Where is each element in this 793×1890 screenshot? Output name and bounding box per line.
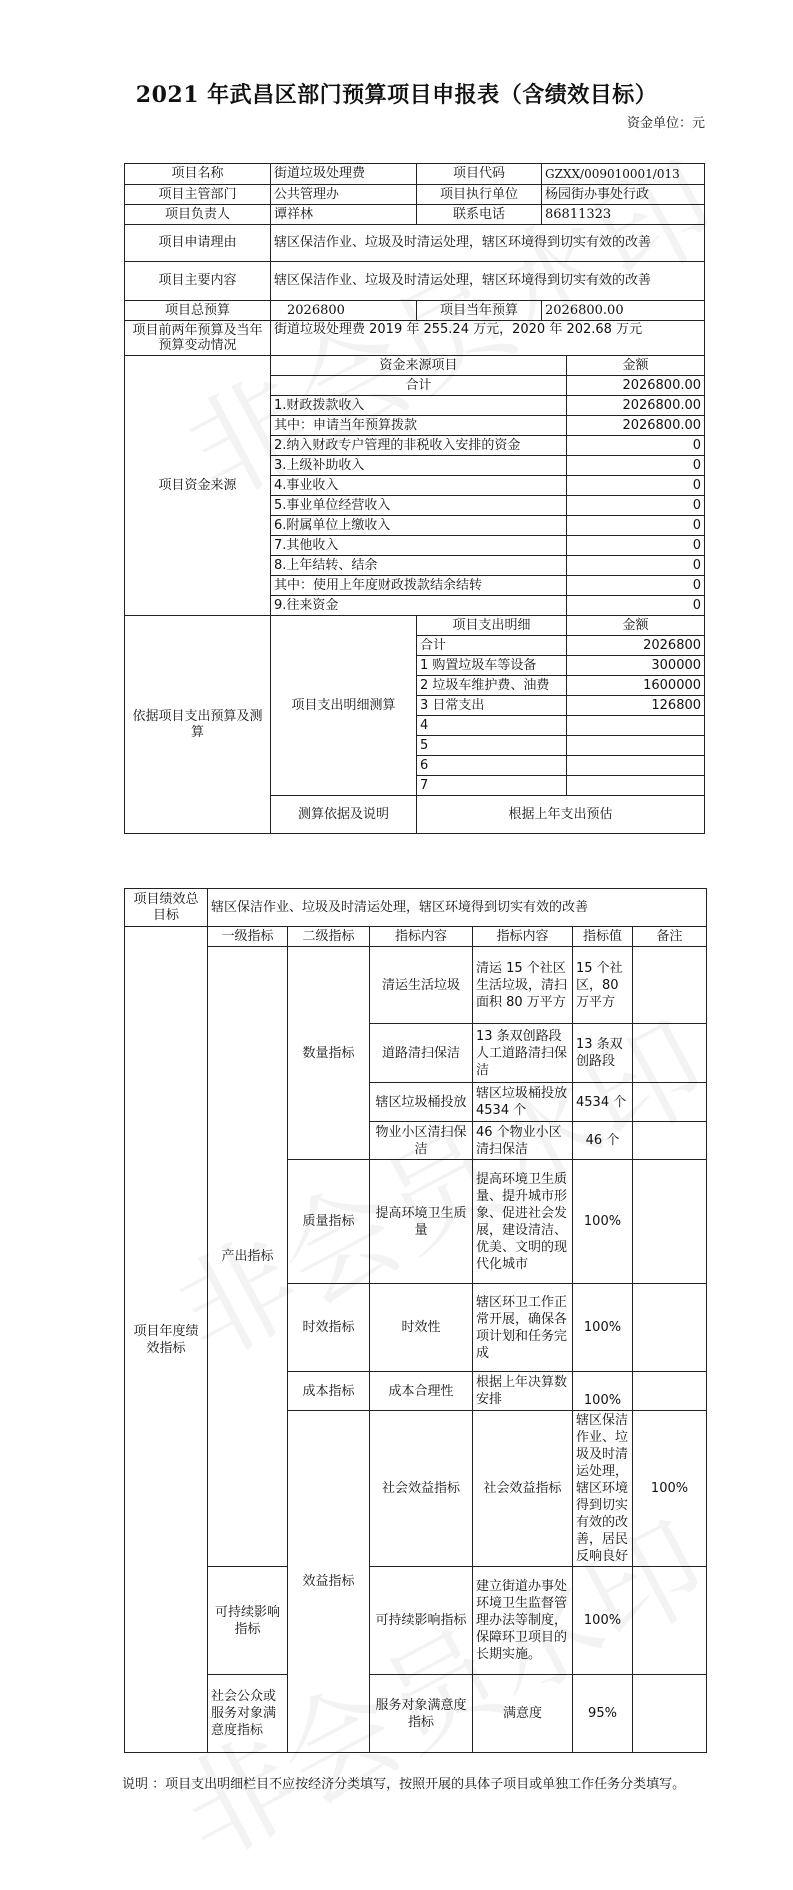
expense-row-label: 2 垃圾车维护费、油费 (417, 676, 567, 696)
footnote: 说明 ：项目支出明细栏目不应按经济分类填写，按照开展的具体子项目或单独工作任务分类填写。 (122, 1777, 686, 1792)
indicator-desc: 13 条双创路段人工道路清扫保洁 (473, 1024, 573, 1083)
cost-indicators-label: 成本指标 (288, 1372, 370, 1411)
project-code: GZXX/009010001/013 (542, 164, 705, 185)
indicator-value: 100% (573, 1567, 633, 1675)
page-title: 2021 年武昌区部门预算项目申报表（含绩效目标） (135, 82, 658, 108)
indicator-remark (633, 1675, 707, 1753)
indicator-remark (633, 1083, 707, 1122)
funding-row-amount: 2026800.00 (567, 396, 705, 416)
expense-sub-label: 项目支出明细测算 (271, 616, 417, 796)
indicator-desc: 根据上年决算数安排 (473, 1372, 573, 1411)
expense-section-label: 依据项目支出预算及测算 (125, 616, 271, 834)
funding-row-amount: 0 (567, 516, 705, 536)
funding-section-label: 项目资金来源 (125, 356, 271, 616)
project-info-table (124, 163, 705, 834)
expense-row-amount: 2026800 (567, 636, 705, 656)
expense-row-amount: 1600000 (567, 676, 705, 696)
funding-col-item: 资金来源项目 (271, 356, 567, 376)
funding-row-amount: 2026800.00 (567, 416, 705, 436)
funding-row-amount: 0 (567, 556, 705, 576)
output-indicators-label: 产出指标 (208, 947, 288, 1567)
expense-row-label: 合计 (417, 636, 567, 656)
exec-unit-label: 项目执行单位 (417, 185, 542, 205)
indicator-remark (633, 1024, 707, 1083)
indicator-remark (633, 1160, 707, 1284)
satisfaction-label: 社会公众或服务对象满意度指标 (208, 1675, 288, 1753)
expense-row-label: 3 日常支出 (417, 696, 567, 716)
expense-row-label: 4 (417, 716, 567, 736)
header-value: 指标值 (573, 927, 633, 947)
year-budget-value: 2026800.00 (542, 301, 705, 321)
indicator-desc: 建立街道办事处环境卫生监督管理办法等制度，保障环卫项目的长期实施。 (473, 1567, 573, 1675)
project-code-label: 项目代码 (417, 164, 542, 185)
indicator-value: 100% (633, 1411, 707, 1567)
social-benefit-label: 社会效益指标 (370, 1411, 473, 1567)
budget-label: 项目总预算 (125, 301, 271, 321)
funding-row-label: 8.上年结转、结余 (271, 556, 567, 576)
indicator-remark (633, 947, 707, 1024)
header-content-a: 指标内容 (370, 927, 473, 947)
indicator-value: 100% (573, 1372, 633, 1411)
header-level1: 一级指标 (208, 927, 288, 947)
indicator-name: 物业小区清扫保洁 (370, 1122, 473, 1160)
funding-row-label: 5.事业单位经营收入 (271, 496, 567, 516)
phone-value: 86811323 (542, 205, 705, 225)
indicator-remark (633, 1567, 707, 1675)
timeliness-indicators-label: 时效指标 (288, 1284, 370, 1372)
goal-value: 辖区保洁作业、垃圾及时清运处理，辖区环境得到切实有效的改善 (208, 889, 707, 927)
indicator-desc: 清运 15 个社区生活垃圾，清扫面积 80 万平方 (473, 947, 573, 1024)
history-value: 街道垃圾处理费 2019 年 255.24 万元，2020 年 202.68 万元 (271, 321, 705, 356)
indicator-desc: 满意度 (473, 1675, 573, 1753)
performance-table (124, 888, 707, 1753)
indicator-desc: 辖区垃圾桶投放 4534 个 (473, 1083, 573, 1122)
indicator-remark (633, 1372, 707, 1411)
funding-row-amount: 0 (567, 596, 705, 616)
content-value: 辖区保洁作业、垃圾及时清运处理，辖区环境得到切实有效的改善 (271, 262, 705, 301)
indicator-desc: 提高环境卫生质量、提升城市形象、促进社会发展，建设清洁、优美、文明的现代化城市 (473, 1160, 573, 1284)
expense-row-label: 1 购置垃圾车等设备 (417, 656, 567, 676)
indicator-name: 服务对象满意度指标 (370, 1675, 473, 1753)
phone-label: 联系电话 (417, 205, 542, 225)
indicator-name: 社会效益指标 (473, 1411, 573, 1567)
annual-indicators-label: 项目年度绩效指标 (125, 927, 208, 1753)
funding-row-label: 1.财政拨款收入 (271, 396, 567, 416)
funding-row-amount: 0 (567, 476, 705, 496)
dept-value: 公共管理办 (271, 185, 417, 205)
indicator-value: 95% (573, 1675, 633, 1753)
funding-row-amount: 0 (567, 436, 705, 456)
indicator-remark (633, 1122, 707, 1160)
exec-unit-value: 杨园街办事处行政 (542, 185, 705, 205)
indicator-value: 100% (573, 1160, 633, 1284)
funding-row-label: 4.事业收入 (271, 476, 567, 496)
indicator-value: 100% (573, 1284, 633, 1372)
indicator-desc: 辖区保洁作业、垃圾及时清运处理，辖区环境得到切实有效的改善，居民反响良好 (573, 1411, 633, 1567)
basis-label: 测算依据及说明 (271, 796, 417, 834)
indicator-remark (633, 1284, 707, 1372)
funding-row-label: 3.上级补助收入 (271, 456, 567, 476)
funding-row-label: 合计 (271, 376, 567, 396)
funding-row-label: 其中：申请当年预算拨款 (271, 416, 567, 436)
owner-label: 项目负责人 (125, 205, 271, 225)
expense-row-amount (567, 736, 705, 756)
goal-label: 项目绩效总目标 (125, 889, 208, 927)
dept-label: 项目主管部门 (125, 185, 271, 205)
funding-col-amount: 金额 (567, 356, 705, 376)
quality-indicators-label: 质量指标 (288, 1160, 370, 1284)
reason-label: 项目申请理由 (125, 225, 271, 262)
funding-row-label: 其中：使用上年度财政拨款结余结转 (271, 576, 567, 596)
budget-value: 2026800 (271, 301, 417, 321)
sustain-label: 可持续影响指标 (208, 1567, 288, 1675)
expense-col-amount: 金额 (567, 616, 705, 636)
indicator-value: 4534 个 (573, 1083, 633, 1122)
expense-row-amount: 126800 (567, 696, 705, 716)
indicator-name: 清运生活垃圾 (370, 947, 473, 1024)
expense-row-amount (567, 776, 705, 796)
history-label: 项目前两年预算及当年预算变动情况 (125, 321, 271, 356)
indicator-value: 46 个 (573, 1122, 633, 1160)
content-label: 项目主要内容 (125, 262, 271, 301)
funding-row-label: 6.附属单位上缴收入 (271, 516, 567, 536)
funding-row-amount: 2026800.00 (567, 376, 705, 396)
basis-value: 根据上年支出预估 (417, 796, 705, 834)
header-content-b: 指标内容 (473, 927, 573, 947)
reason-value: 辖区保洁作业、垃圾及时清运处理，辖区环境得到切实有效的改善 (271, 225, 705, 262)
indicator-desc: 辖区环卫工作正常开展，确保各项计划和任务完成 (473, 1284, 573, 1372)
header-level2: 二级指标 (288, 927, 370, 947)
indicator-value: 13 条双创路段 (573, 1024, 633, 1083)
funding-row-amount: 0 (567, 536, 705, 556)
indicator-name: 辖区垃圾桶投放 (370, 1083, 473, 1122)
expense-col-item: 项目支出明细 (417, 616, 567, 636)
header-remark: 备注 (633, 927, 707, 947)
quantity-indicators-label: 数量指标 (288, 947, 370, 1160)
indicator-desc: 46 个物业小区清扫保洁 (473, 1122, 573, 1160)
indicator-name: 时效性 (370, 1284, 473, 1372)
expense-row-amount (567, 756, 705, 776)
indicator-name: 提高环境卫生质量 (370, 1160, 473, 1284)
expense-row-label: 7 (417, 776, 567, 796)
expense-row-amount (567, 716, 705, 736)
funding-row-amount: 0 (567, 496, 705, 516)
funding-row-label: 7.其他收入 (271, 536, 567, 556)
currency-unit: 资金单位：元 (626, 116, 705, 131)
funding-row-amount: 0 (567, 456, 705, 476)
expense-row-label: 6 (417, 756, 567, 776)
project-name: 街道垃圾处理费 (271, 164, 417, 185)
funding-row-amount: 0 (567, 576, 705, 596)
benefit-indicators-label: 效益指标 (288, 1411, 370, 1753)
expense-row-amount: 300000 (567, 656, 705, 676)
indicator-name: 成本合理性 (370, 1372, 473, 1411)
indicator-name: 可持续影响指标 (370, 1567, 473, 1675)
indicator-value: 15 个社区，80 万平方 (573, 947, 633, 1024)
owner-value: 谭祥林 (271, 205, 417, 225)
funding-row-label: 2.纳入财政专户管理的非税收入安排的资金 (271, 436, 567, 456)
project-name-label: 项目名称 (125, 164, 271, 185)
funding-row-label: 9.往来资金 (271, 596, 567, 616)
indicator-name: 道路清扫保洁 (370, 1024, 473, 1083)
year-budget-label: 项目当年预算 (417, 301, 542, 321)
expense-row-label: 5 (417, 736, 567, 756)
